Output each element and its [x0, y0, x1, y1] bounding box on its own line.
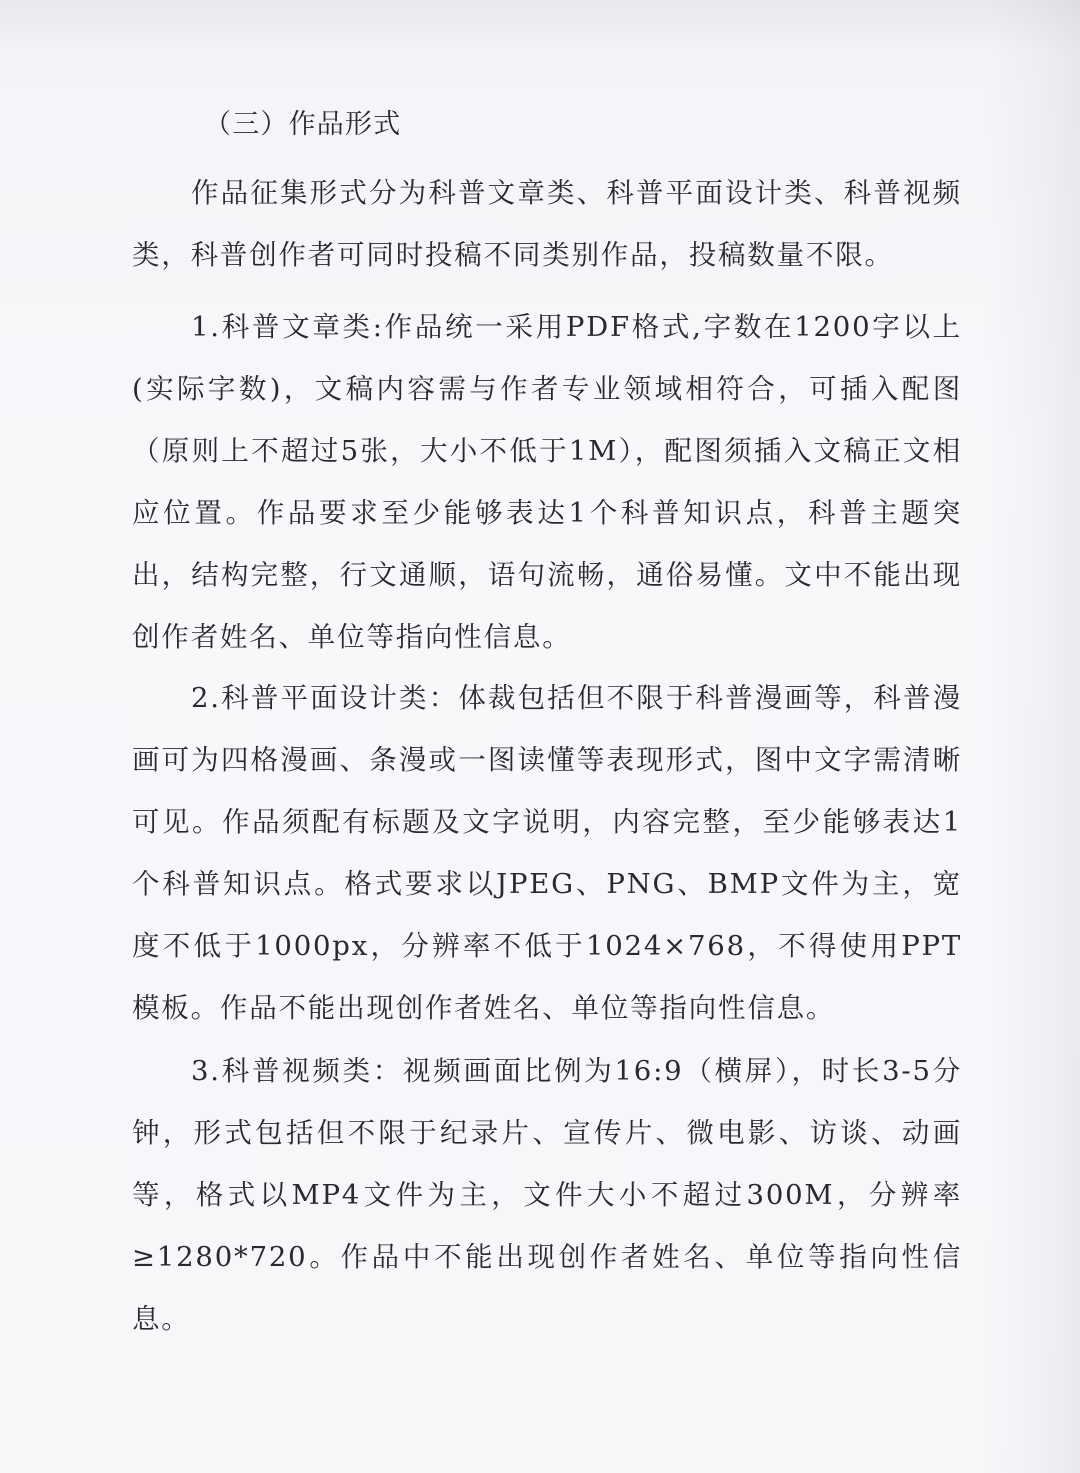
section-heading: （三）作品形式 — [204, 109, 402, 140]
paragraph-article-category: 1.科普文章类:作品统一采用PDF格式,字数在1200字以上(实际字数)，文稿内容需与作者专业领域相符合，可插入配图（原则上不超过5张，大小不低于1M），配图须插入文稿正文相应位置。作品要求至少能够表达1个科普知识点，科普主题突出，结构完整，行文通顺，语句流畅，通俗易懂。文中不能出现创作者姓名、单位等指向性信息。 — [132, 311, 962, 653]
page-right-shadow — [988, 0, 1080, 1473]
page-top-shadow — [0, 0, 1080, 56]
paragraph-graphic-design-category: 2.科普平面设计类：体裁包括但不限于科普漫画等，科普漫画可为四格漫画、条漫或一图读懂等表现形式，图中文字需清晰可见。作品须配有标题及文字说明，内容完整，至少能够表达1个科普知识点。格式要求以JPEG、PNG、BMP文件为主，宽度不低于1000px，分辨率不低于1024×768，不得使用PPT模板。作品不能出现创作者姓名、单位等指向性信息。 — [132, 682, 962, 1024]
paragraph-intro: 作品征集形式分为科普文章类、科普平面设计类、科普视频类，科普创作者可同时投稿不同类别作品，投稿数量不限。 — [132, 177, 962, 271]
paragraph-video-category: 3.科普视频类：视频画面比例为16:9（横屏），时长3-5分钟，形式包括但不限于纪录片、宣传片、微电影、访谈、动画等，格式以MP4文件为主，文件大小不超过300M，分辨率≥1280*720。作品中不能出现创作者姓名、单位等指向性信息。 — [132, 1055, 962, 1335]
